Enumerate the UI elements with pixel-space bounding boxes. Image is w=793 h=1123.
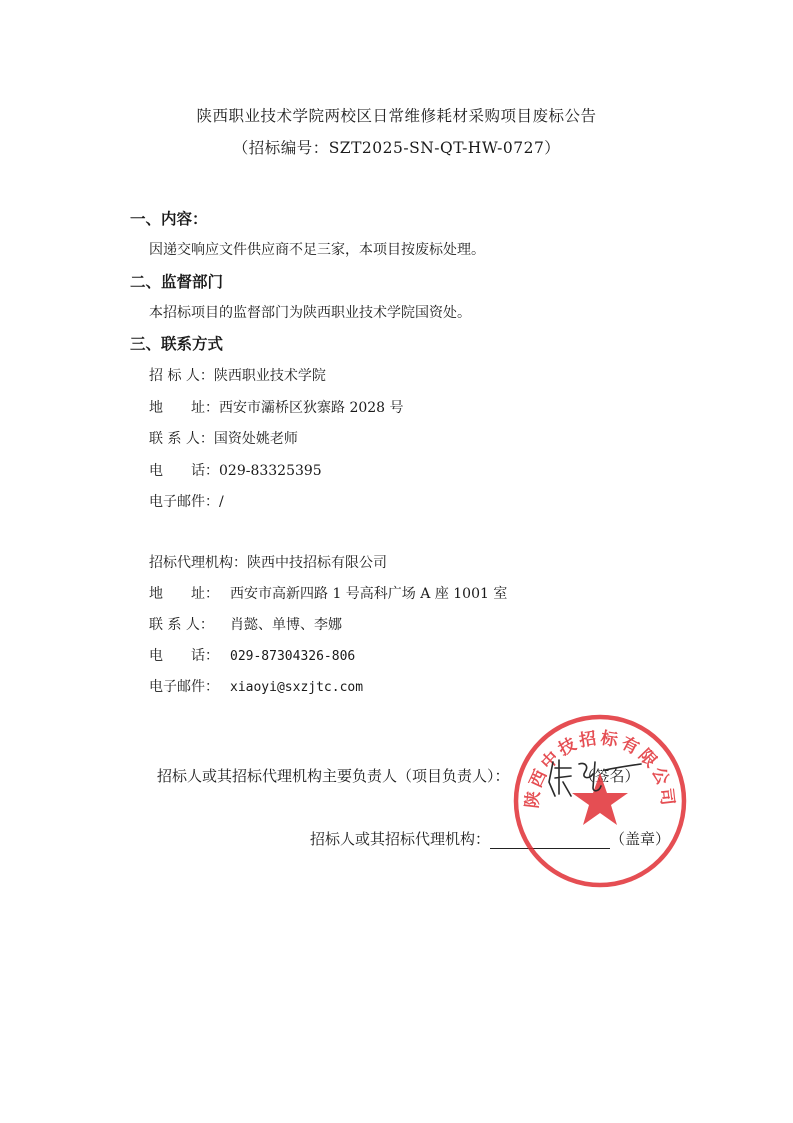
agency-phone-row	[149, 645, 355, 665]
signature-person-label: 招标人或其招标代理机构主要负责人（项目负责人）：	[157, 767, 510, 785]
agency-email-label: 电子邮件：	[149, 679, 219, 695]
section-2-heading: 二、监督部门	[130, 273, 224, 291]
agency-contact: 肖懿、单博、李娜	[230, 617, 342, 633]
tenderer-email-label: 电子邮件：	[149, 494, 219, 510]
signature-org-suffix: （盖章）	[610, 830, 671, 848]
agency-address: 西安市高新四路 1 号高科广场 A 座 1001 室	[230, 586, 508, 602]
section-2-text: 本招标项目的监督部门为陕西职业技术学院国资处。	[149, 305, 471, 321]
agency-address-label: 地 址：	[149, 586, 219, 602]
agency-name: 陕西中技招标有限公司	[247, 555, 387, 571]
tenderer-name-row	[149, 365, 326, 385]
signature-person-suffix: （签名）	[579, 767, 640, 785]
tenderer-email-row	[149, 491, 224, 511]
signature-org-label: 招标人或其招标代理机构：	[310, 830, 491, 848]
tenderer-phone-label: 电 话：	[149, 463, 219, 479]
seal-text: 陕西中技招标有限公司	[522, 728, 678, 810]
agency-email-row	[149, 676, 363, 696]
tenderer-contact-label: 联 系 人：	[149, 431, 214, 447]
agency-name-label: 招标代理机构：	[149, 555, 247, 571]
agency-name-row	[149, 552, 387, 572]
agency-phone: 029-87304326-806	[230, 649, 356, 664]
tenderer-name-label: 招 标 人：	[149, 368, 214, 384]
agency-contact-row	[149, 614, 342, 634]
agency-contact-label: 联 系 人：	[149, 617, 214, 633]
tenderer-contact: 国资处姚老师	[213, 431, 298, 447]
tenderer-name: 陕西职业技术学院	[213, 368, 326, 384]
tenderer-phone-row	[149, 460, 322, 480]
agency-phone-label: 电 话：	[149, 648, 219, 664]
tenderer-contact-row	[149, 428, 298, 448]
tender-number: （招标编号：SZT2025-SN-QT-HW-0727）	[232, 139, 561, 157]
section-1-text: 因递交响应文件供应商不足三家，本项目按废标处理。	[149, 242, 485, 258]
tenderer-address-label: 地 址：	[149, 400, 219, 416]
section-3-heading: 三、联系方式	[130, 335, 224, 353]
tenderer-address: 西安市灞桥区狄寨路 2028 号	[219, 400, 404, 416]
tenderer-email: /	[219, 494, 224, 510]
section-1-heading: 一、内容：	[130, 210, 208, 228]
agency-address-row	[149, 583, 507, 603]
document-title: 陕西职业技术学院两校区日常维修耗材采购项目废标公告	[196, 107, 597, 125]
agency-email: xiaoyi@sxzjtc.com	[230, 680, 364, 695]
tenderer-phone: 029-83325395	[219, 463, 322, 479]
handwritten-signature	[545, 752, 645, 802]
tenderer-address-row	[149, 397, 404, 417]
